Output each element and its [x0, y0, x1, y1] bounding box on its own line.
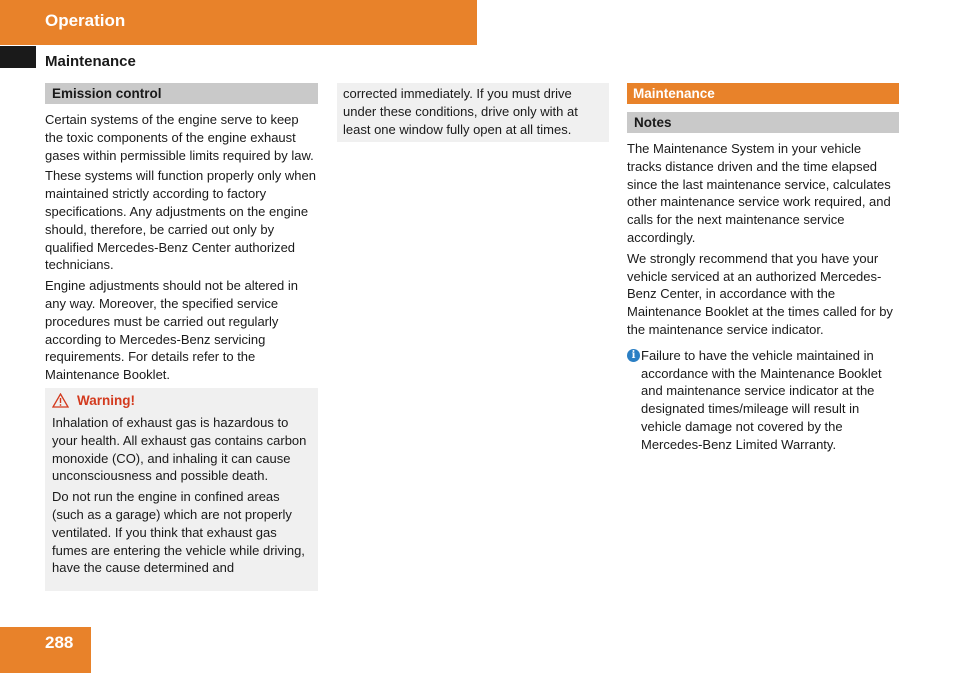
paragraph: These systems will function properly only when maintained strictly according to factory specifications. Any adjustments on the engine should, therefore, be carried out only by qualified Mercedes-Benz Center authorized technicians. — [45, 168, 316, 273]
warning-title-row — [52, 391, 311, 411]
column-2 — [337, 83, 609, 142]
info-icon: i — [627, 349, 640, 362]
maintenance-heading: Maintenance — [627, 83, 899, 104]
info-text: Failure to have the vehicle maintained in accordance with the Maintenance Booklet and maintenance service indicator at the designated times/mileage will result in vehicle damage not covered by the Mercedes-Benz Limited Warranty. — [641, 347, 882, 452]
notes-heading: Notes — [627, 112, 899, 133]
page-number: 288 — [45, 633, 74, 652]
warning-paragraph: Do not run the engine in confined areas (such as a garage) which are not properly ventilated. If you think that exhaust gas fumes are entering the vehicle while driving, have the cause determined and — [52, 489, 305, 576]
warning-continuation-box — [337, 83, 609, 142]
warning-continuation: corrected immediately. If you must drive under these conditions, drive only with at least one window fully open at all times. — [343, 86, 578, 137]
column-3 — [627, 83, 899, 454]
paragraph: We strongly recommend that you have your vehicle serviced at an authorized Mercedes-Benz Center, in accordance with the Maintenance Booklet at the times called for by the maintenance service indicator. — [627, 250, 893, 337]
chapter-tab-marker — [0, 46, 36, 68]
paragraph: Engine adjustments should not be altered in any way. Moreover, the specified service procedures must be carried out regularly according to Mercedes-Benz servicing requirements. For details refer to the Maintenance Booklet. — [45, 278, 298, 383]
warning-paragraph: Inhalation of exhaust gas is hazardous to your health. All exhaust gas contains carbon monoxide (CO), and inhaling it can cause unconsciousness and possible death. — [52, 414, 307, 484]
info-note — [627, 347, 899, 454]
chapter-title: Operation — [45, 11, 126, 30]
warning-title: Warning! — [77, 393, 135, 409]
paragraph: The Maintenance System in your vehicle tracks distance driven and the time elapsed since the last maintenance service, calculates other maintenance service work required, and calls for the next maintenance service accordingly. — [627, 141, 891, 245]
section-title: Maintenance — [45, 53, 136, 70]
warning-box — [45, 388, 318, 591]
warning-triangle-icon — [52, 393, 69, 408]
column-1 — [45, 83, 318, 591]
paragraph: Certain systems of the engine serve to keep the toxic components of the engine exhaust gases within permissible limits required by law. — [45, 112, 314, 163]
emission-control-heading: Emission control — [45, 83, 318, 104]
